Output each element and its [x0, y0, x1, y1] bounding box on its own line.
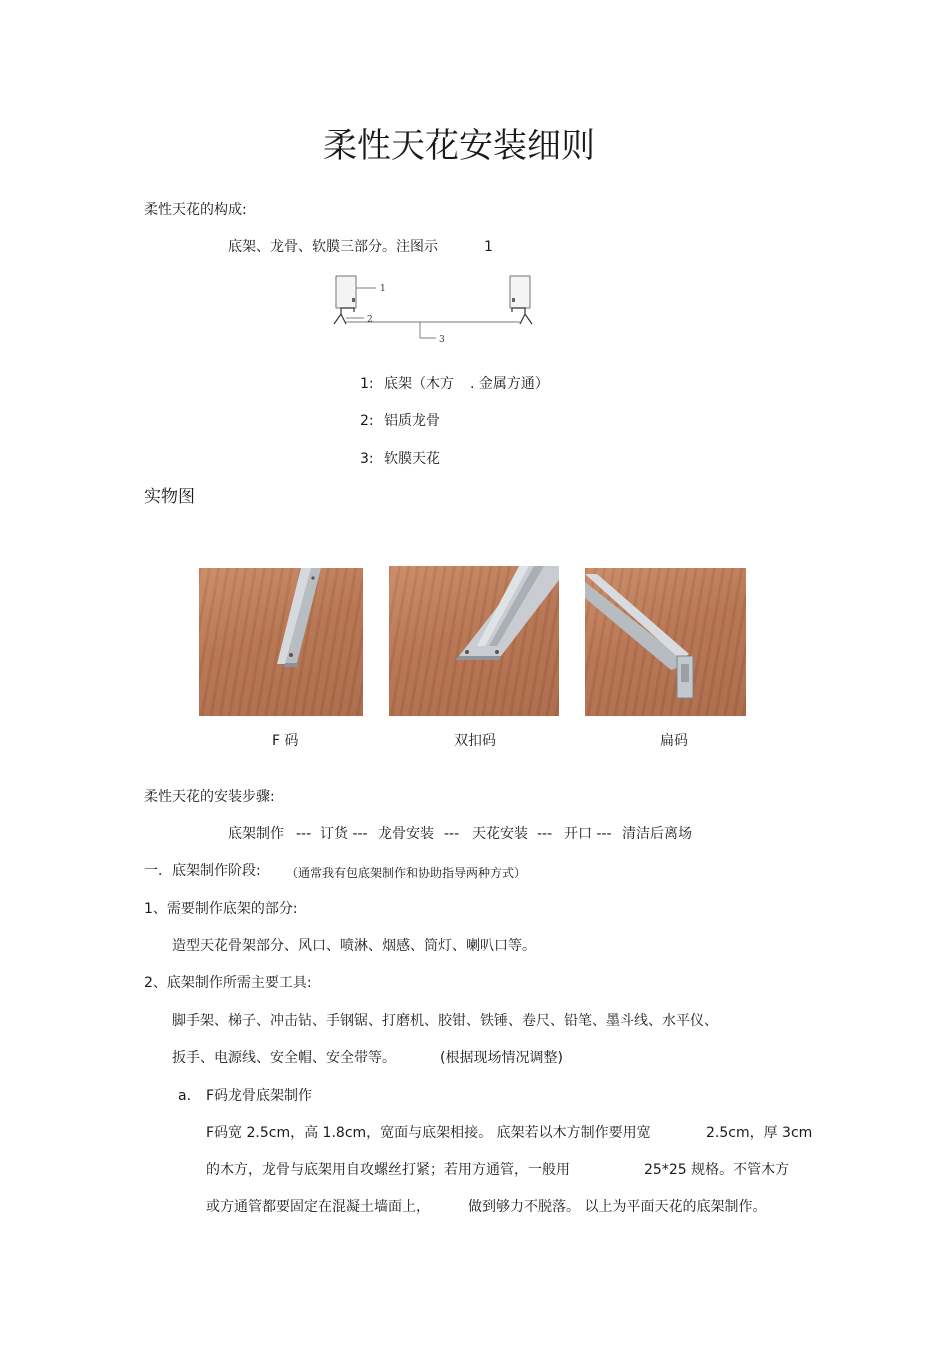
legend-num-1: 1:: [360, 376, 374, 392]
flat-code-profile-image: [585, 568, 746, 716]
item-a-p2-left: 的木方，龙骨与底架用自攻螺丝打紧；若用方通管，一般用: [206, 1162, 570, 1178]
step-4: 天花安装: [472, 826, 528, 842]
legend-extra-1: . 金属方通）: [470, 376, 549, 392]
steps-heading: 柔性天花的安装步骤:: [144, 789, 275, 805]
item-a-p3-left: 或方通管都要固定在混凝土墙面上，: [206, 1199, 430, 1215]
f-code-profile-image: [199, 568, 363, 716]
item-a-p3-right: 做到够力不脱落。 以上为平面天花的底架制作。: [468, 1199, 767, 1215]
legend-text-2: 铝质龙骨: [384, 413, 440, 429]
composition-desc: 底架、龙骨、软膜三部分。注图示: [228, 239, 438, 255]
step-5: 开口 ---: [564, 826, 612, 842]
item-a-p1-left: F码宽 2.5cm，高 1.8cm，宽面与底架相接。 底架若以木方制作要用宽: [206, 1125, 651, 1141]
right-frame-block: [510, 276, 530, 308]
photo-f-code: [199, 568, 363, 716]
page-title: 柔性天花安装细则: [323, 126, 595, 166]
diagram-label-1: 1: [380, 284, 386, 294]
item2-line1: 脚手架、梯子、冲击钻、手钢锯、打磨机、胶钳、铁锤、卷尺、铅笔、墨斗线、水平仪、: [172, 1013, 718, 1029]
step-6: 清洁后离场: [622, 826, 692, 842]
diagram-label-3: 3: [439, 335, 445, 345]
caption-f-code: F 码: [272, 733, 299, 749]
item2-line2: 扳手、电源线、安全帽、安全带等。: [172, 1050, 396, 1066]
ceiling-section-diagram: [330, 270, 540, 350]
item2-heading: 2、底架制作所需主要工具:: [144, 975, 312, 991]
left-frame-block: [336, 276, 356, 308]
diagram-label-2: 2: [367, 315, 373, 325]
item-a-p1-right: 2.5cm，厚 3cm: [706, 1125, 813, 1141]
step-1: 底架制作: [228, 826, 284, 842]
legend-num-3: 3:: [360, 451, 374, 467]
item-a-marker: a.: [178, 1088, 192, 1104]
item1-heading: 1、需要制作底架的部分:: [144, 901, 298, 917]
left-frame-hole: [352, 298, 355, 302]
photo-flat-code: [585, 568, 746, 716]
composition-heading: 柔性天花的构成:: [144, 202, 247, 218]
step-3: 龙骨安装: [378, 826, 434, 842]
legend-text-1: 底架（木方: [384, 376, 454, 392]
stage1-heading: 一．底架制作阶段:: [144, 863, 261, 879]
step-sep-3: ---: [537, 826, 553, 842]
right-frame-hole: [512, 298, 515, 302]
photos-heading: 实物图: [144, 487, 195, 507]
item1-text: 造型天花骨架部分、风口、喷淋、烟感、筒灯、喇叭口等。: [172, 938, 536, 954]
stage1-note: （通常我有包底架制作和协助指导两种方式）: [286, 866, 527, 880]
double-clip-profile-image: [389, 566, 559, 716]
step-2: 订货 ---: [320, 826, 368, 842]
figure-number: 1: [484, 239, 493, 255]
caption-double-clip: 双扣码: [454, 733, 496, 749]
photo-double-clip: [389, 566, 559, 716]
step-sep-1: ---: [296, 826, 312, 842]
leader-3: [420, 322, 436, 338]
item-a-heading: F码龙骨底架制作: [206, 1088, 313, 1104]
legend-num-2: 2:: [360, 413, 374, 429]
item2-line2-note: (根据现场情况调整): [440, 1050, 563, 1066]
step-sep-2: ---: [444, 826, 460, 842]
caption-flat-code: 扁码: [660, 733, 688, 749]
item-a-p2-right: 25*25 规格。不管木方: [644, 1162, 790, 1178]
legend-text-3: 软膜天花: [384, 451, 440, 467]
